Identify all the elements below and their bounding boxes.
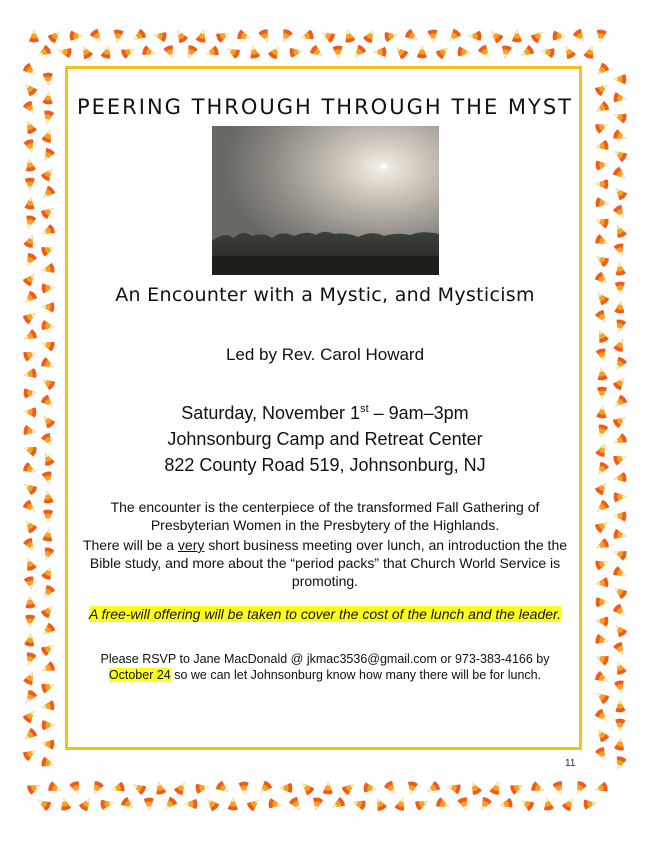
candy-corn-icon xyxy=(509,781,525,796)
candy-corn-icon xyxy=(131,28,148,44)
schedule-paragraph xyxy=(80,536,570,590)
candy-corn-icon xyxy=(614,261,626,276)
candy-corn-icon xyxy=(404,28,421,44)
candy-corn-icon xyxy=(22,746,39,762)
candy-corn-icon xyxy=(540,45,555,58)
candy-corn-icon xyxy=(612,147,629,163)
candy-corn-icon xyxy=(498,797,513,810)
candy-corn-icon xyxy=(612,129,628,144)
candy-corn-icon xyxy=(342,28,355,43)
candy-corn-icon xyxy=(594,480,610,497)
candy-corn-icon xyxy=(594,652,610,666)
candy-corn-icon xyxy=(236,29,252,43)
candy-corn-icon xyxy=(69,780,83,796)
candy-corn-icon xyxy=(41,738,55,750)
candy-corn-icon xyxy=(594,234,610,249)
candy-corn-icon xyxy=(131,780,148,795)
emphasis-text: very xyxy=(177,537,205,553)
candy-corn-icon xyxy=(258,28,273,44)
candy-corn-icon xyxy=(614,680,627,695)
candy-corn-icon xyxy=(595,328,610,344)
candy-corn-icon xyxy=(22,499,39,515)
candy-corn-icon xyxy=(594,252,611,268)
candy-corn-icon xyxy=(596,367,608,381)
candy-corn-icon xyxy=(195,782,210,794)
candy-corn-icon xyxy=(613,242,627,258)
candy-corn-icon xyxy=(40,147,55,163)
candy-corn-icon xyxy=(40,375,57,391)
candy-corn-icon xyxy=(612,375,628,392)
candy-corn-icon xyxy=(613,223,628,239)
candy-corn-icon xyxy=(583,44,597,60)
candy-corn-icon xyxy=(173,780,189,797)
candy-corn-icon xyxy=(40,584,56,601)
candy-corn-icon xyxy=(323,781,334,795)
subtitle: An Encounter with a Mystic, and Mysticism xyxy=(115,284,535,306)
candy-corn-icon xyxy=(173,28,189,45)
candy-corn-icon xyxy=(40,243,56,257)
candy-corn-icon xyxy=(24,157,36,172)
candy-corn-icon xyxy=(309,44,326,60)
candy-corn-icon xyxy=(215,780,232,796)
candy-corn-icon xyxy=(23,651,37,667)
offering-text: A free-will offering will be taken to cover the cost of the lunch and the leader. xyxy=(88,606,562,622)
event-venue: Johnsonburg Camp and Retreat Center xyxy=(167,429,483,449)
candy-corn-icon xyxy=(457,46,471,58)
candy-corn-icon xyxy=(446,28,462,45)
candy-corn-icon xyxy=(22,368,37,381)
candy-corn-icon xyxy=(289,46,304,58)
candy-corn-icon xyxy=(373,47,387,58)
candy-corn-icon xyxy=(23,138,37,154)
candy-corn-icon xyxy=(417,45,428,59)
rsvp-text-start: Please RSVP to Jane MacDonald @ jkmac3536@gmail.com or 973-383-4166 by xyxy=(100,652,550,666)
candy-corn-icon xyxy=(40,185,57,202)
candy-corn-icon xyxy=(500,45,512,60)
candy-corn-icon xyxy=(69,30,83,41)
candy-corn-icon xyxy=(595,29,607,44)
candy-corn-icon xyxy=(112,29,124,43)
schedule-text-start: There will be a xyxy=(82,537,178,553)
candy-corn-icon xyxy=(24,196,36,210)
candy-corn-icon xyxy=(22,727,39,743)
candy-corn-icon xyxy=(78,44,93,61)
candy-corn-icon xyxy=(24,632,36,647)
candy-corn-icon xyxy=(162,796,178,813)
date-ordinal: st xyxy=(360,403,369,415)
candy-corn-icon xyxy=(468,31,482,42)
candy-corn-icon xyxy=(512,29,522,42)
candy-corn-icon xyxy=(23,215,36,230)
candy-corn-icon xyxy=(204,45,220,59)
candy-corn-icon xyxy=(384,30,399,43)
candy-corn-icon xyxy=(372,796,387,812)
candy-corn-icon xyxy=(267,44,283,61)
candy-corn-icon xyxy=(613,529,628,542)
candy-corn-icon xyxy=(311,797,324,812)
candy-corn-icon xyxy=(519,44,536,60)
candy-corn-icon xyxy=(572,780,587,796)
candy-corn-icon xyxy=(89,28,105,45)
candy-corn-icon xyxy=(552,780,566,796)
candy-corn-icon xyxy=(47,28,64,44)
candy-corn-icon xyxy=(279,783,292,793)
candy-corn-icon xyxy=(530,781,546,796)
candy-corn-icon xyxy=(615,718,626,732)
event-time: – 9am–3pm xyxy=(368,403,469,423)
candy-corn-icon xyxy=(22,537,37,554)
candy-corn-icon xyxy=(225,44,241,59)
candy-corn-icon xyxy=(22,309,39,325)
candy-corn-icon xyxy=(542,796,555,811)
candy-corn-icon xyxy=(247,44,260,59)
candy-corn-icon xyxy=(383,780,399,797)
candy-corn-icon xyxy=(26,781,42,796)
candy-corn-icon xyxy=(612,204,628,221)
candy-corn-icon xyxy=(41,128,55,144)
candy-corn-icon xyxy=(238,781,249,795)
candy-corn-icon xyxy=(363,782,377,794)
candy-corn-icon xyxy=(594,689,611,705)
candy-corn-icon xyxy=(595,197,610,209)
candy-corn-icon xyxy=(42,720,55,730)
candy-corn-icon xyxy=(613,74,626,84)
candy-corn-icon xyxy=(612,622,628,639)
event-details xyxy=(0,396,650,478)
candy-corn-icon xyxy=(552,30,566,41)
candy-corn-icon xyxy=(204,796,220,813)
leader-line: Led by Rev. Carol Howard xyxy=(225,345,425,364)
candy-corn-icon xyxy=(143,797,154,811)
candy-corn-icon xyxy=(594,557,610,571)
candy-corn-icon xyxy=(40,166,56,183)
candy-corn-icon xyxy=(595,634,610,647)
candy-corn-icon xyxy=(594,708,610,725)
candy-corn-icon xyxy=(613,492,627,503)
candy-corn-icon xyxy=(595,159,609,171)
candy-corn-icon xyxy=(362,28,378,45)
candy-corn-icon xyxy=(299,780,315,797)
candy-corn-icon xyxy=(488,28,505,44)
candy-corn-icon xyxy=(393,44,410,61)
candy-corn-icon xyxy=(141,45,157,59)
candy-corn-icon xyxy=(341,780,358,796)
candy-corn-icon xyxy=(36,796,53,812)
rsvp-deadline: October 24 xyxy=(108,668,171,682)
candy-corn-icon xyxy=(184,799,197,809)
event-date xyxy=(0,396,650,426)
event-date-text: Saturday, November 1 xyxy=(181,403,361,423)
candy-corn-icon xyxy=(22,518,38,535)
candy-corn-icon xyxy=(40,661,56,676)
candy-corn-icon xyxy=(594,215,610,229)
candy-corn-icon xyxy=(163,44,177,60)
candy-corn-icon xyxy=(100,44,114,60)
candy-corn-icon xyxy=(435,44,452,60)
candy-corn-icon xyxy=(425,780,442,796)
candy-corn-icon xyxy=(257,780,273,797)
candy-corn-icon xyxy=(612,547,628,561)
candy-corn-icon xyxy=(40,622,57,638)
candy-corn-icon xyxy=(594,577,609,589)
candy-corn-icon xyxy=(351,797,366,810)
candy-corn-icon xyxy=(22,480,39,496)
candy-corn-icon xyxy=(24,576,37,591)
event-address: 822 County Road 519, Johnsonburg, NJ xyxy=(164,455,486,475)
description-paragraph: The encounter is the centerpiece of the transformed Fall Gathering of Presbyterian Women in the Presbytery of the Highlands. xyxy=(110,499,540,533)
candy-corn-icon xyxy=(614,699,625,713)
candy-corn-icon xyxy=(519,796,536,812)
candy-corn-icon xyxy=(279,28,294,44)
candy-corn-icon xyxy=(40,263,55,276)
candy-corn-icon xyxy=(612,641,627,657)
candy-corn-icon xyxy=(22,689,38,706)
candy-corn-icon xyxy=(612,565,628,580)
candy-corn-icon xyxy=(22,329,38,344)
candy-corn-icon xyxy=(78,796,94,813)
page-number: 11 xyxy=(565,758,576,769)
candy-corn-icon xyxy=(41,546,55,562)
candy-corn-icon xyxy=(36,44,53,60)
candy-corn-icon xyxy=(477,44,493,61)
candy-corn-icon xyxy=(25,177,36,191)
candy-corn-icon xyxy=(594,518,611,534)
candy-corn-icon xyxy=(613,510,627,521)
candy-corn-icon xyxy=(467,780,482,796)
candy-corn-icon xyxy=(59,796,72,811)
candy-corn-icon xyxy=(613,660,627,676)
candy-corn-icon xyxy=(47,781,63,795)
candy-corn-icon xyxy=(41,756,56,769)
candy-corn-icon xyxy=(22,119,37,135)
candy-corn-icon xyxy=(561,796,577,813)
candy-corn-icon xyxy=(40,700,55,712)
candy-corn-icon xyxy=(100,798,114,810)
candy-corn-icon xyxy=(320,28,336,43)
candy-corn-icon xyxy=(29,29,39,42)
candy-corn-icon xyxy=(42,490,54,504)
candy-corn-icon xyxy=(594,120,610,134)
candy-corn-icon xyxy=(40,223,56,238)
candy-corn-icon xyxy=(351,44,367,61)
candy-corn-icon xyxy=(43,510,53,523)
candy-corn-icon xyxy=(614,736,627,751)
candy-corn-icon xyxy=(41,565,56,581)
candy-corn-icon xyxy=(215,28,231,43)
candy-corn-icon xyxy=(414,797,430,812)
candy-corn-icon xyxy=(332,45,344,59)
candy-corn-icon xyxy=(477,796,492,812)
candy-corn-icon xyxy=(246,796,263,812)
candy-corn-icon xyxy=(184,44,199,60)
candy-corn-icon xyxy=(595,746,610,762)
candy-corn-icon xyxy=(89,780,104,796)
candy-corn-icon xyxy=(530,28,547,44)
candy-corn-icon xyxy=(594,670,611,685)
candy-corn-icon xyxy=(42,527,54,542)
candy-corn-icon xyxy=(394,796,408,812)
candy-corn-icon xyxy=(288,796,304,813)
candy-corn-icon xyxy=(43,72,54,86)
rsvp-text-end: so we can let Johnsonburg know how many there will be for lunch. xyxy=(170,668,542,682)
candy-corn-icon xyxy=(22,708,38,725)
candy-corn-icon xyxy=(23,556,37,572)
candy-corn-icon xyxy=(22,62,39,78)
candy-corn-icon xyxy=(268,798,282,810)
candy-corn-icon xyxy=(446,781,461,794)
candy-corn-icon xyxy=(22,252,37,269)
candy-corn-icon xyxy=(57,46,72,59)
candy-corn-icon xyxy=(613,755,627,771)
candy-corn-icon xyxy=(120,44,136,59)
candy-corn-icon xyxy=(406,781,419,796)
candy-corn-icon xyxy=(613,319,626,334)
candy-corn-icon xyxy=(41,320,56,333)
candy-corn-icon xyxy=(594,538,610,553)
candy-corn-icon xyxy=(227,797,238,811)
schedule-text-end: short business meeting over lunch, an introduction the the Bible study, and more about the “period packs” that Church World Service is promoting. xyxy=(89,537,568,589)
candy-corn-icon xyxy=(299,29,315,43)
rsvp-note xyxy=(90,651,560,683)
candy-corn-icon xyxy=(489,780,503,796)
candy-corn-icon xyxy=(594,140,609,153)
candy-corn-icon xyxy=(594,727,610,744)
candy-corn-icon xyxy=(435,797,451,812)
candy-corn-icon xyxy=(594,309,610,326)
candy-corn-icon xyxy=(110,781,126,795)
candy-corn-icon xyxy=(40,641,57,657)
page-title: PEERING THROUGH THROUGH THE MYST xyxy=(76,95,573,119)
candy-corn-icon xyxy=(40,204,57,220)
candy-corn-icon xyxy=(612,584,629,600)
candy-corn-icon xyxy=(561,44,576,60)
candy-corn-icon xyxy=(572,28,588,45)
candy-corn-icon xyxy=(594,62,610,79)
candy-corn-icon xyxy=(23,233,37,249)
candy-corn-icon xyxy=(612,166,629,182)
candy-corn-icon xyxy=(330,796,347,812)
candy-corn-icon xyxy=(195,28,208,43)
candy-corn-icon xyxy=(595,179,609,190)
candy-corn-icon xyxy=(152,30,167,43)
misty-landscape-photo xyxy=(212,126,439,275)
candy-corn-icon xyxy=(583,798,597,810)
candy-corn-icon xyxy=(457,796,471,812)
candy-corn-icon xyxy=(594,499,611,515)
candy-corn-icon xyxy=(154,780,167,795)
offering-notice xyxy=(0,606,650,622)
candy-corn-icon xyxy=(612,185,628,202)
candy-corn-icon xyxy=(593,781,608,794)
candy-corn-icon xyxy=(40,680,56,694)
candy-corn-icon xyxy=(427,29,439,43)
candy-corn-icon xyxy=(120,796,137,812)
candy-corn-icon xyxy=(23,670,38,686)
